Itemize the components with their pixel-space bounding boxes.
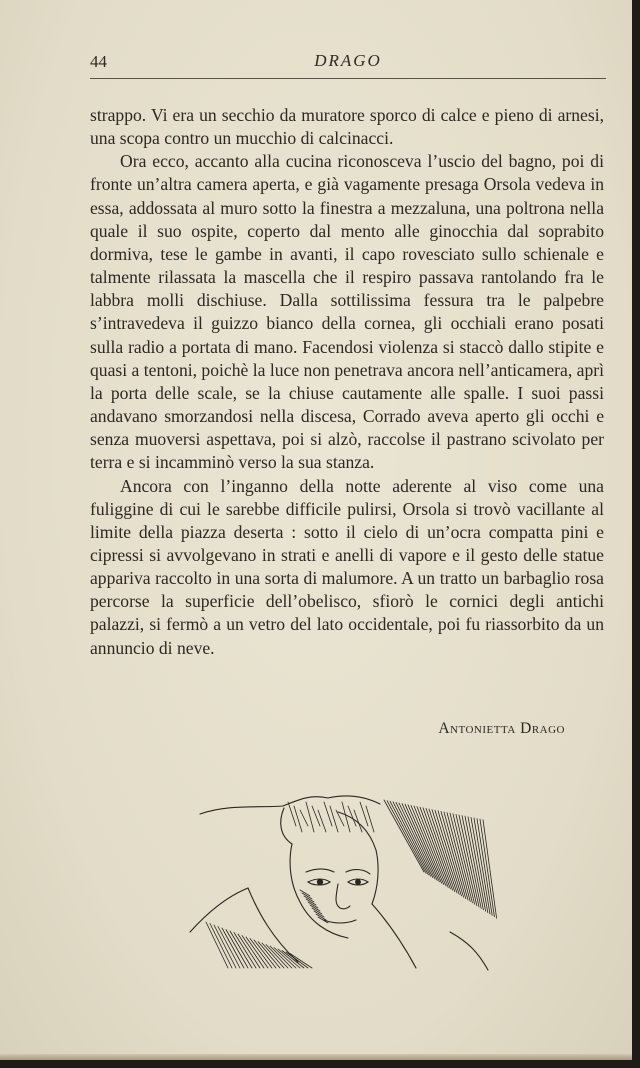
author-signature: Antonietta Drago — [438, 720, 565, 737]
body-text — [90, 104, 604, 660]
paragraph-2: Ora ecco, accanto alla cucina riconosceva l’uscio del bagno, poi di fronte un’altra camera aperta, e già vagamente presaga Orsola vedeva in essa, addossata al muro sotto la finestra a mezzaluna, una poltrona nella quale il suo ospite, coperto dal mento alle ginocchia dal soprabito dormiva, tese le gambe in avanti, il capo rovesciato sullo schienale e talmente rilassata la mascella che il respiro passava rantolando fra le labbra molli dischiuse. Dalla sottilissima fessura tra le palpebre s’intravedeva il guizzo bianco della cornea, gli occhiali erano posati sulla radio a portata di mano. Facendosi violenza si staccò dallo stipite e quasi a tentoni, poichè la luce non penetrava ancora nell’anticamera, aprì la porta delle scale, se la chiuse cautamente alle spalle. I suoi passi andavano smorzandosi nella discesa, Corrado aveva aperto gli occhi e senza muoversi aspettava, poi si alzò, raccolse il pastrano scivolato per terra e si incamminò verso la sua stanza. — [90, 151, 604, 473]
page-header — [90, 50, 606, 79]
running-title: DRAGO — [314, 51, 382, 70]
paragraph-3: Ancora con l’inganno della notte aderente al viso come una fuliggine di cui le sarebbe difficile pulirsi, Orsola si trovò vacillante al limite della piazza deserta : sotto il cielo di un’ocra compatta pini e cipressi si avvolgevano in strati e anelli di vapore e il gesto delle statue appariva raccolto in una sorta di malumore. A un tratto un barbaglio rosa percorse la superficie dell’obelisco, sfiorò le cornici degli antichi palazzi, si fermò a un vetro del lato occidentale, poi fu riassorbito da un annuncio di neve. — [90, 475, 604, 658]
page-number: 44 — [90, 52, 107, 71]
sketch-face-drawing — [188, 792, 498, 972]
paragraph-1: strappo. Vi era un secchio da muratore sporco di calce e pieno di arnesi, una scopa contro un mucchio di calcinacci. — [90, 105, 604, 149]
page-edge — [0, 1054, 632, 1060]
